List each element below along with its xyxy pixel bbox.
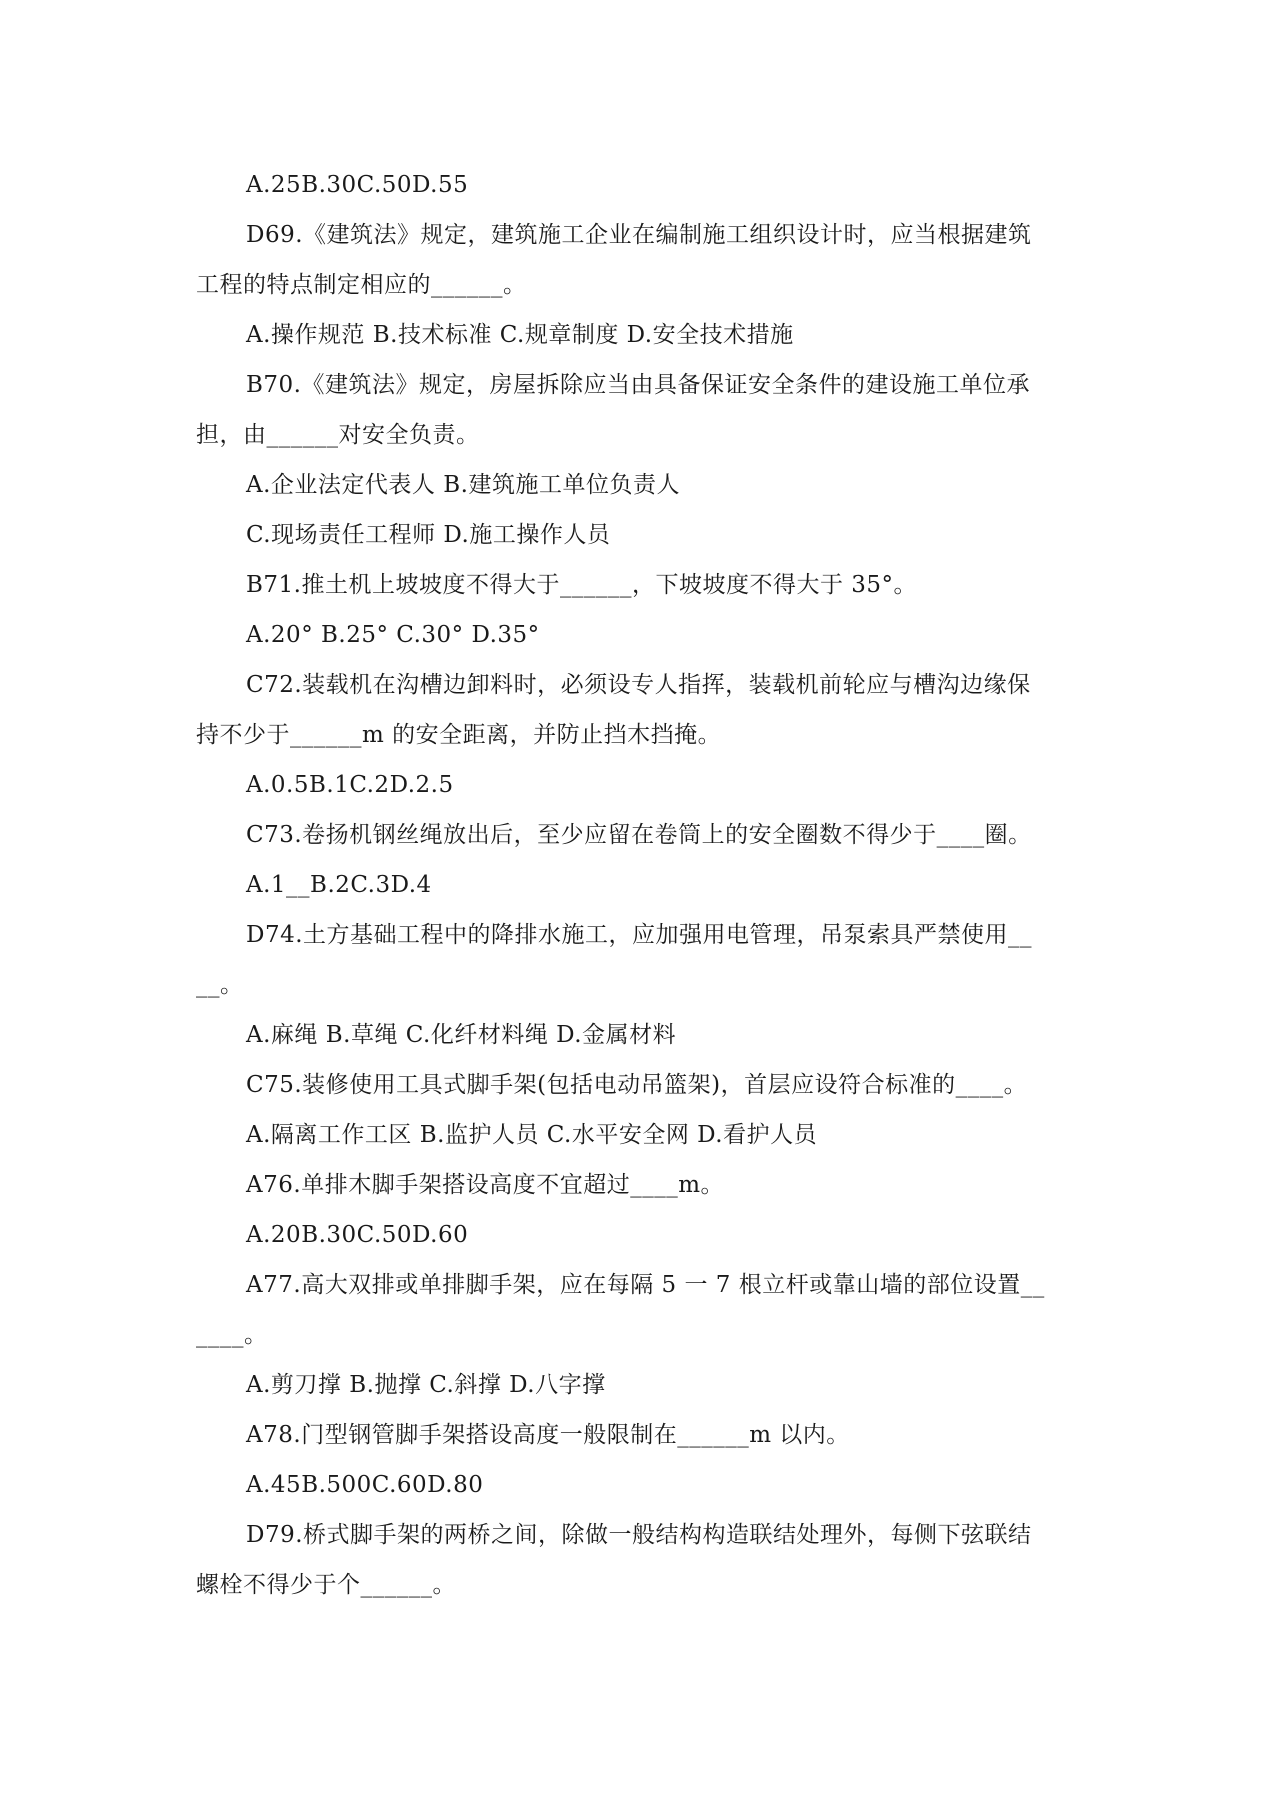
- text-line: D69.《建筑法》规定，建筑施工企业在编制施工组织设计时，应当根据建筑: [246, 222, 1032, 248]
- text-line: A.1__B.2C.3D.4: [246, 872, 432, 898]
- text-line: 螺栓不得少于个______。: [196, 1572, 456, 1598]
- text-line: A.20B.30C.50D.60: [246, 1222, 469, 1248]
- text-line: A.剪刀撑 B.抛撑 C.斜撑 D.八字撑: [246, 1372, 606, 1398]
- text-line: ____。: [196, 1322, 268, 1348]
- text-line: A.20° B.25° C.30° D.35°: [246, 622, 540, 648]
- text-line: A.45B.500C.60D.80: [246, 1472, 484, 1498]
- text-line: A.麻绳 B.草绳 C.化纤材料绳 D.金属材料: [246, 1022, 677, 1048]
- text-line: D79.桥式脚手架的两桥之间，除做一般结构构造联结处理外，每侧下弦联结: [246, 1522, 1032, 1548]
- text-line: A.隔离工作工区 B.监护人员 C.水平安全网 D.看护人员: [246, 1122, 818, 1148]
- text-line: C75.装修使用工具式脚手架(包括电动吊篮架)，首层应设符合标准的____。: [246, 1072, 1028, 1098]
- text-line: A.25B.30C.50D.55: [246, 172, 469, 198]
- text-line: C.现场责任工程师 D.施工操作人员: [246, 522, 611, 548]
- text-line: A.操作规范 B.技术标准 C.规章制度 D.安全技术措施: [246, 322, 794, 348]
- text-line: D74.土方基础工程中的降排水施工，应加强用电管理，吊泵索具严禁使用__: [246, 922, 1033, 948]
- text-line: C73.卷扬机钢丝绳放出后，至少应留在卷筒上的安全圈数不得少于____圈。: [246, 822, 1032, 848]
- text-line: 持不少于______m 的安全距离，并防止挡木挡掩。: [196, 722, 722, 748]
- text-line: A76.单排木脚手架搭设高度不宜超过____m。: [246, 1172, 724, 1198]
- text-line: __。: [196, 972, 244, 998]
- text-line: A78.门型钢管脚手架搭设高度一般限制在______m 以内。: [246, 1422, 850, 1448]
- text-line: 工程的特点制定相应的______。: [196, 272, 527, 298]
- text-line: B70.《建筑法》规定，房屋拆除应当由具备保证安全条件的建设施工单位承: [246, 372, 1030, 398]
- text-line: C72.装载机在沟槽边卸料时，必须设专人指挥，装载机前轮应与槽沟边缘保: [246, 672, 1031, 698]
- text-line: A.0.5B.1C.2D.2.5: [246, 772, 454, 798]
- text-line: B71.推土机上坡坡度不得大于______，下坡坡度不得大于 35°。: [246, 572, 918, 598]
- document-body: [196, 160, 1096, 1610]
- text-line: 担，由______对安全负责。: [196, 422, 480, 448]
- text-line: A.企业法定代表人 B.建筑施工单位负责人: [246, 472, 680, 498]
- text-line: A77.高大双排或单排脚手架，应在每隔 5 一 7 根立杆或靠山墙的部位设置__: [246, 1272, 1045, 1298]
